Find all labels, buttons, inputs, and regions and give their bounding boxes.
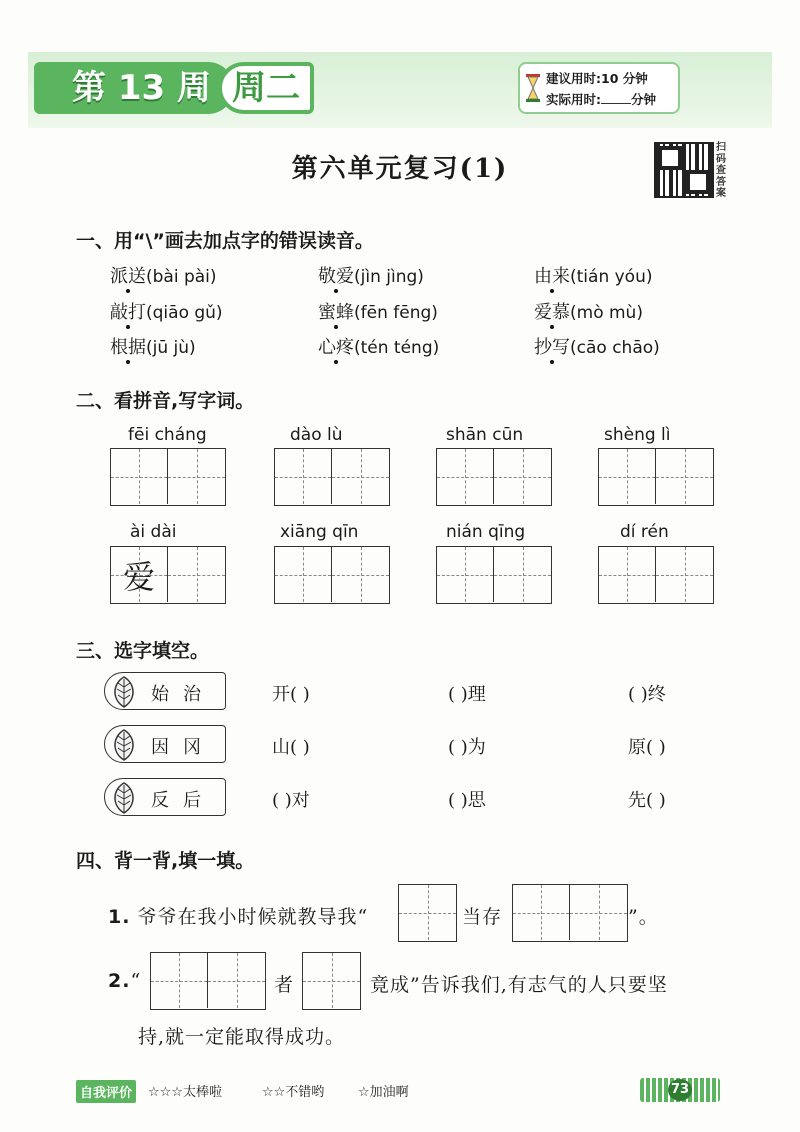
writing-grid[interactable] (274, 546, 390, 604)
grid-cell[interactable] (303, 953, 360, 1008)
recite-q1-text: 1. 爷爷在我小时候就教导我“ (108, 906, 369, 928)
actual-time: 实际用时: 分钟 (546, 92, 657, 107)
suggested-time: 建议用时:10 分钟 (546, 71, 648, 86)
recite-q2-rest: 竟成”告诉我们,有志气的人只要坚 (370, 974, 668, 996)
pinyin-label: ài dài (130, 522, 177, 542)
grid-cell[interactable] (570, 885, 627, 940)
time-box (518, 62, 680, 114)
pinyin-label: fēi cháng (128, 425, 207, 445)
pinyin-label: xiāng qīn (280, 522, 359, 542)
section3-heading: 三、选字填空。 (76, 640, 210, 662)
pron-item: 蜜蜂(fēn fēng) (318, 302, 438, 323)
pron-item: 敲打(qiāo gǔ) (110, 302, 223, 323)
day-label: 周二 (218, 62, 314, 114)
section2-heading: 二、看拼音,写字词。 (76, 390, 255, 412)
grid-cell[interactable] (332, 449, 389, 504)
writing-grid[interactable] (398, 884, 457, 942)
fill-blank[interactable]: ( )为 (448, 737, 486, 758)
leaf-icon (109, 728, 139, 762)
choice-chars: 因冈 (151, 737, 215, 758)
actual-time-blank[interactable] (601, 92, 631, 104)
recite-q1-mid: 当存 (462, 906, 503, 928)
writing-grid[interactable] (110, 546, 226, 604)
grid-cell-filled[interactable]: 爱 (111, 547, 168, 602)
recite-q2-cont: 持,就一定能取得成功。 (138, 1026, 346, 1048)
writing-grid[interactable] (512, 884, 628, 942)
grid-cell[interactable] (168, 449, 225, 504)
qr-label: 扫码查答案 (716, 142, 726, 199)
writing-grid[interactable] (598, 546, 714, 604)
grid-cell[interactable] (494, 547, 551, 602)
recite-q1-end: ”。 (628, 906, 659, 928)
grid-cell[interactable] (151, 953, 208, 1008)
writing-grid[interactable] (436, 448, 552, 506)
grid-cell[interactable] (208, 953, 265, 1008)
grid-cell[interactable] (399, 885, 456, 940)
fill-blank[interactable]: ( )理 (448, 684, 486, 705)
pinyin-label: nián qīng (446, 522, 526, 542)
grid-cell[interactable] (111, 449, 168, 504)
leaf-icon (109, 675, 139, 709)
qr-code-icon[interactable] (654, 142, 714, 198)
choice-box (104, 672, 226, 710)
writing-grid[interactable] (110, 448, 226, 506)
grid-cell[interactable] (275, 547, 332, 602)
page-number-badge (640, 1078, 720, 1102)
writing-grid[interactable] (598, 448, 714, 506)
writing-grid[interactable] (150, 952, 266, 1010)
grid-cell[interactable] (437, 449, 494, 504)
pron-item: 敬爱(jìn jìng) (318, 266, 424, 287)
pron-item: 由来(tián yóu) (534, 266, 653, 287)
hourglass-icon (526, 74, 540, 102)
pinyin-label: shèng lì (604, 425, 671, 445)
pron-item: 心疼(tén téng) (318, 337, 440, 358)
writing-grid[interactable] (436, 546, 552, 604)
grid-cell[interactable] (656, 547, 713, 602)
section1-heading: 一、用“\”画去加点字的错误读音。 (76, 230, 374, 252)
fill-blank[interactable]: 先( ) (628, 790, 666, 811)
page-title: 第六单元复习(1) (291, 154, 509, 184)
fill-blank[interactable]: ( )思 (448, 790, 486, 811)
writing-grid[interactable] (302, 952, 361, 1010)
section4-heading: 四、背一背,填一填。 (76, 850, 255, 872)
pron-item: 爱慕(mò mù) (534, 302, 643, 323)
grid-cell[interactable] (437, 547, 494, 602)
grid-cell[interactable] (494, 449, 551, 504)
grid-cell[interactable] (168, 547, 225, 602)
recite-q2-mid: 者 (274, 974, 295, 996)
pron-item: 根据(jū jù) (110, 337, 196, 358)
fill-blank[interactable]: 原( ) (628, 737, 666, 758)
page-number: 73 (668, 1079, 692, 1101)
grid-cell[interactable] (513, 885, 570, 940)
grid-cell[interactable] (599, 449, 656, 504)
grid-cell[interactable] (656, 449, 713, 504)
rating-keep-going[interactable]: ☆加油啊 (358, 1085, 409, 1100)
pron-item: 派送(bài pài) (110, 266, 217, 287)
week-label: 第 13 周 (34, 62, 234, 114)
rating-excellent[interactable]: ☆☆☆太棒啦 (148, 1085, 222, 1100)
choice-box (104, 778, 226, 816)
fill-blank[interactable]: 山( ) (272, 737, 310, 758)
leaf-icon (109, 781, 139, 815)
grid-cell[interactable] (275, 449, 332, 504)
choice-box (104, 725, 226, 763)
fill-blank[interactable]: 开( ) (272, 684, 310, 705)
choice-chars: 反后 (151, 790, 215, 811)
fill-blank[interactable]: ( )对 (272, 790, 310, 811)
pinyin-label: shān cūn (446, 425, 524, 445)
pinyin-label: dí rén (620, 522, 669, 542)
grid-cell[interactable] (332, 547, 389, 602)
self-eval-badge: 自我评价 (76, 1080, 136, 1103)
fill-blank[interactable]: ( )终 (628, 684, 666, 705)
pron-item: 抄写(cāo chāo) (534, 337, 660, 358)
recite-q2-num: 2.“ (108, 970, 142, 992)
choice-chars: 始治 (151, 684, 215, 705)
grid-cell[interactable] (599, 547, 656, 602)
pinyin-label: dào lù (290, 425, 343, 445)
writing-grid[interactable] (274, 448, 390, 506)
rating-good[interactable]: ☆☆不错哟 (262, 1085, 325, 1100)
